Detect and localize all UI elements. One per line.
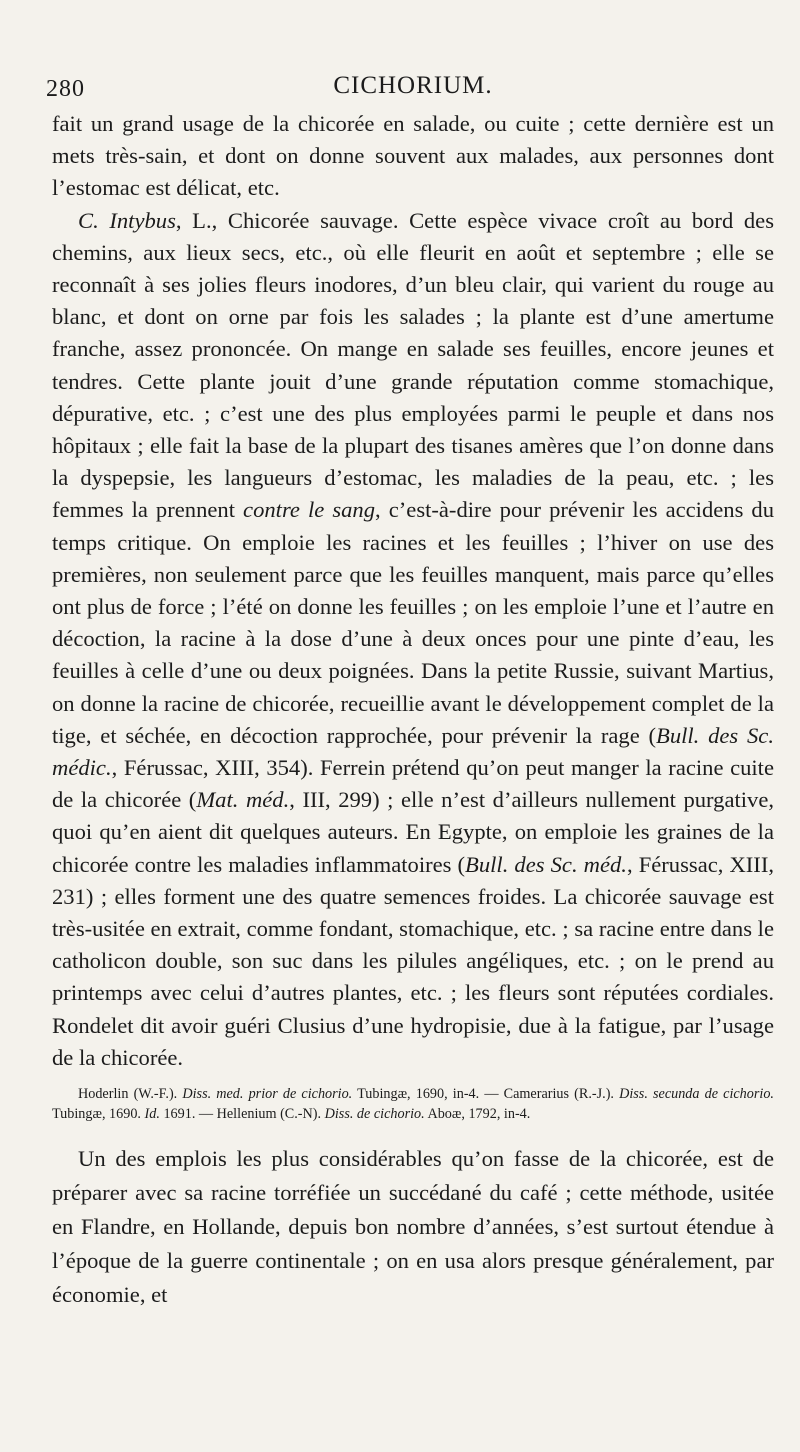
paragraph-text: , c’est-à-dire pour prévenir les accidens du temps critique. On emploie les racines et les feuilles ; l’hiver on use des premières, non seulement parce que les feuilles manquent, mais parce qu’elles ont plus de force ; l’été on donne les feuilles ; on les emploie l’une et l’autre en décoction, la racine à la dose d’une à deux onces pour une pinte d’eau, les feuilles à celle d’une ou deux poignées. Dans la petite Russie, suivant Martius, on donne la racine de chicorée, recueillie avant le développement complet de la tige, et séchée, en décoction rapprochée, pour prévenir la rage ( xyxy=(52,497,775,748)
biblio-title: Diss. secunda de cichorio. xyxy=(619,1086,774,1103)
paragraph-text: , Férussac, XIII, 354). Ferrein prétend qu’on peut manger la racine cuite de la chicorée ( xyxy=(52,755,774,813)
biblio-text: Tubingæ, 1690. xyxy=(52,1106,145,1123)
biblio-title: Diss. de cichorio. xyxy=(324,1106,425,1123)
bibliography-note xyxy=(52,1084,774,1124)
paragraph-coffee-substitute: Un des emplois les plus considérables qu’on fasse de la chicorée, est de préparer avec sa racine torréfiée un succédané du café ; cette méthode, usitée en Flandre, en Hollande, depuis bon nombre d’années, s’est surtout étendue à l’époque de la guerre continentale ; on en usa alors presque généralement, par économie, et xyxy=(52,1146,774,1308)
biblio-text: Tubingæ, 1690, in-4. — Camerarius (R.-J.). xyxy=(352,1086,620,1103)
biblio-text: 1691. — Hellenium (C.-N). xyxy=(159,1106,325,1123)
paragraph-text: , L., Chicorée sauvage. Cette espèce vivace croît au bord des chemins, aux lieux secs, etc., où elle fleurit en août et septembre ; elle se reconnaît à ses jolies fleurs inodores, d’un bleu clair, qui varient du rouge au blanc, et dont on orne par fois les salades ; la plante est d’une amertume franche, assez prononcée. On mange en salade ses feuilles, encore jeunes et tendres. Cette plante jouit d’une grande réputation comme stomachique, dépurative, etc. ; c’est une des plus employées parmi le peuple et dans nos hôpitaux ; elle fait la base de la plupart des tisanes amères que l’on donne dans la dyspepsie, les langueurs d’estomac, les maladies de la peau, etc. ; les femmes la prennent xyxy=(52,207,775,523)
biblio-text: Hoderlin (W.-F.). xyxy=(78,1086,183,1103)
species-name: C. Intybus xyxy=(78,207,176,233)
citation-title: Mat. méd. xyxy=(196,787,290,813)
biblio-title: Id. xyxy=(144,1106,160,1123)
paragraph-text: , Férussac, XIII, 231) ; elles forment une des quatre semences froides. La chicorée sauvage est très-usitée en extrait, comme fondant, stomachique, etc. ; sa racine entre dans le catholicon double, son suc dans les pilules angéliques, etc. ; on le prend au printemps avec celui d’autres plantes, etc. ; les fleurs sont réputées cordiales. Rondelet dit avoir guéri Clusius d’une hydropisie, due à la fatigue, par l’usage de la chicorée. xyxy=(52,851,775,1070)
paragraph-intybus xyxy=(52,205,774,1074)
biblio-text: Aboæ, 1792, in-4. xyxy=(424,1106,531,1123)
italic-phrase: contre le sang xyxy=(243,497,376,523)
paragraph-continuation: fait un grand usage de la chicorée en salade, ou cuite ; cette dernière est un mets très-sain, et dont on donne souvent aux malades, aux personnes dont l’estomac est délicat, etc. xyxy=(52,111,774,201)
running-head xyxy=(46,68,774,108)
citation-title: Bull. des Sc. méd. xyxy=(465,851,627,877)
page-number: 280 xyxy=(46,76,85,102)
paragraph-text: , III, 299) ; elle n’est d’ailleurs nullement purgative, quoi qu’en aient dit quelques auteurs. En Egypte, on emploie les graines de la chicorée contre les maladies inflammatoires ( xyxy=(52,787,775,877)
running-title: CICHORIUM. xyxy=(333,72,493,99)
citation-title: Bull. des Sc. médic. xyxy=(52,722,774,781)
biblio-title: Diss. med. prior de cichorio. xyxy=(182,1086,353,1103)
